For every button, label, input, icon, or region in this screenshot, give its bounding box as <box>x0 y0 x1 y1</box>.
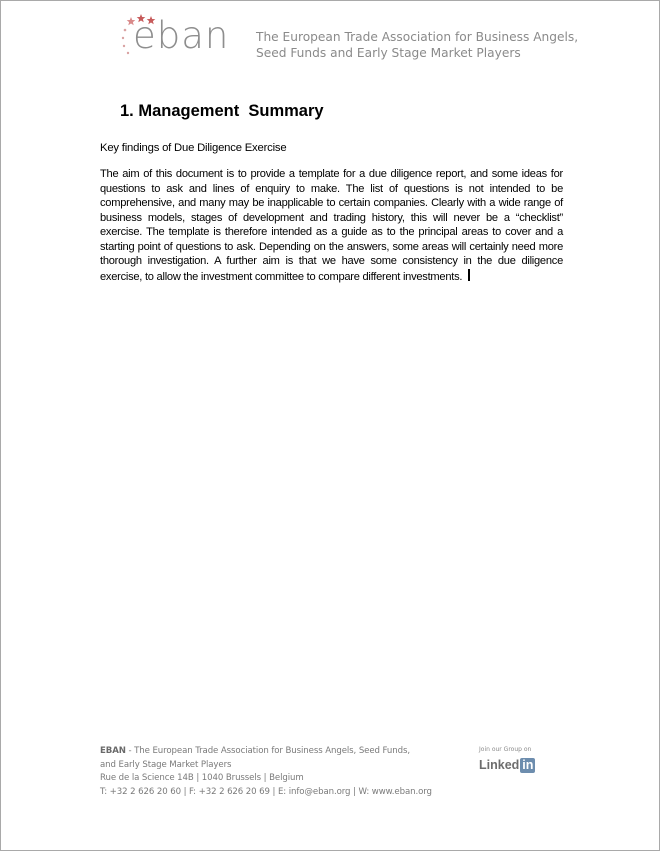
text-cursor <box>468 269 470 281</box>
tagline-line-2: Seed Funds and Early Stage Market Players <box>256 46 521 60</box>
star-dot-icon <box>123 45 125 47</box>
linkedin-badge[interactable] <box>479 746 549 776</box>
page-header <box>119 13 579 63</box>
footer-contact: T: +32 2 626 20 60 | F: +32 2 626 20 69 | E: info@eban.org | W: www.eban.org <box>100 786 432 797</box>
body-paragraph: The aim of this document is to provide a template for a due diligence report, and some ideas for questions to ask and lines of enquiry to make. The list of questions is not intended to be comprehensive, and many may be inapplicable to certain companies. Clearly with a wide range of business models, stages of development and trading history, this will never be a “checklist” exercise. The template is therefore intended as a guide as to the principal areas to cover and a starting point of questions to ask. Depending on the answers, some areas will certainly need more thorough investigation. A further aim is that we have some consistency in the due diligence exercise, to allow the investment committee to compare different investments. <box>100 168 563 283</box>
linkedin-join-text: Join our Group on <box>479 746 532 753</box>
linkedin-icon <box>479 757 535 773</box>
footer-line-2: and Early Stage Market Players <box>100 759 232 770</box>
linkedin-word: Linked <box>479 758 520 772</box>
star-dot-icon <box>124 29 127 32</box>
eban-logo <box>119 13 241 63</box>
section-heading: 1. Management Summary <box>120 102 324 120</box>
body-paragraph-container[interactable] <box>100 167 563 284</box>
footer-org-name: EBAN <box>100 746 126 756</box>
section-subheading: Key findings of Due Diligence Exercise <box>100 142 287 154</box>
linkedin-in-box: in <box>522 758 534 772</box>
page-footer <box>100 745 432 799</box>
star-dot-icon <box>127 52 129 54</box>
tagline-line-1: The European Trade Association for Business Angels, <box>256 30 579 44</box>
organization-tagline <box>256 29 578 61</box>
footer-org-description: - The European Trade Association for Business Angels, Seed Funds, <box>125 746 410 756</box>
star-dot-icon <box>122 37 124 39</box>
footer-line-1 <box>100 745 432 759</box>
footer-address: Rue de la Science 14B | 1040 Brussels | Belgium <box>100 773 304 783</box>
logo-wordmark: eban <box>133 14 230 57</box>
